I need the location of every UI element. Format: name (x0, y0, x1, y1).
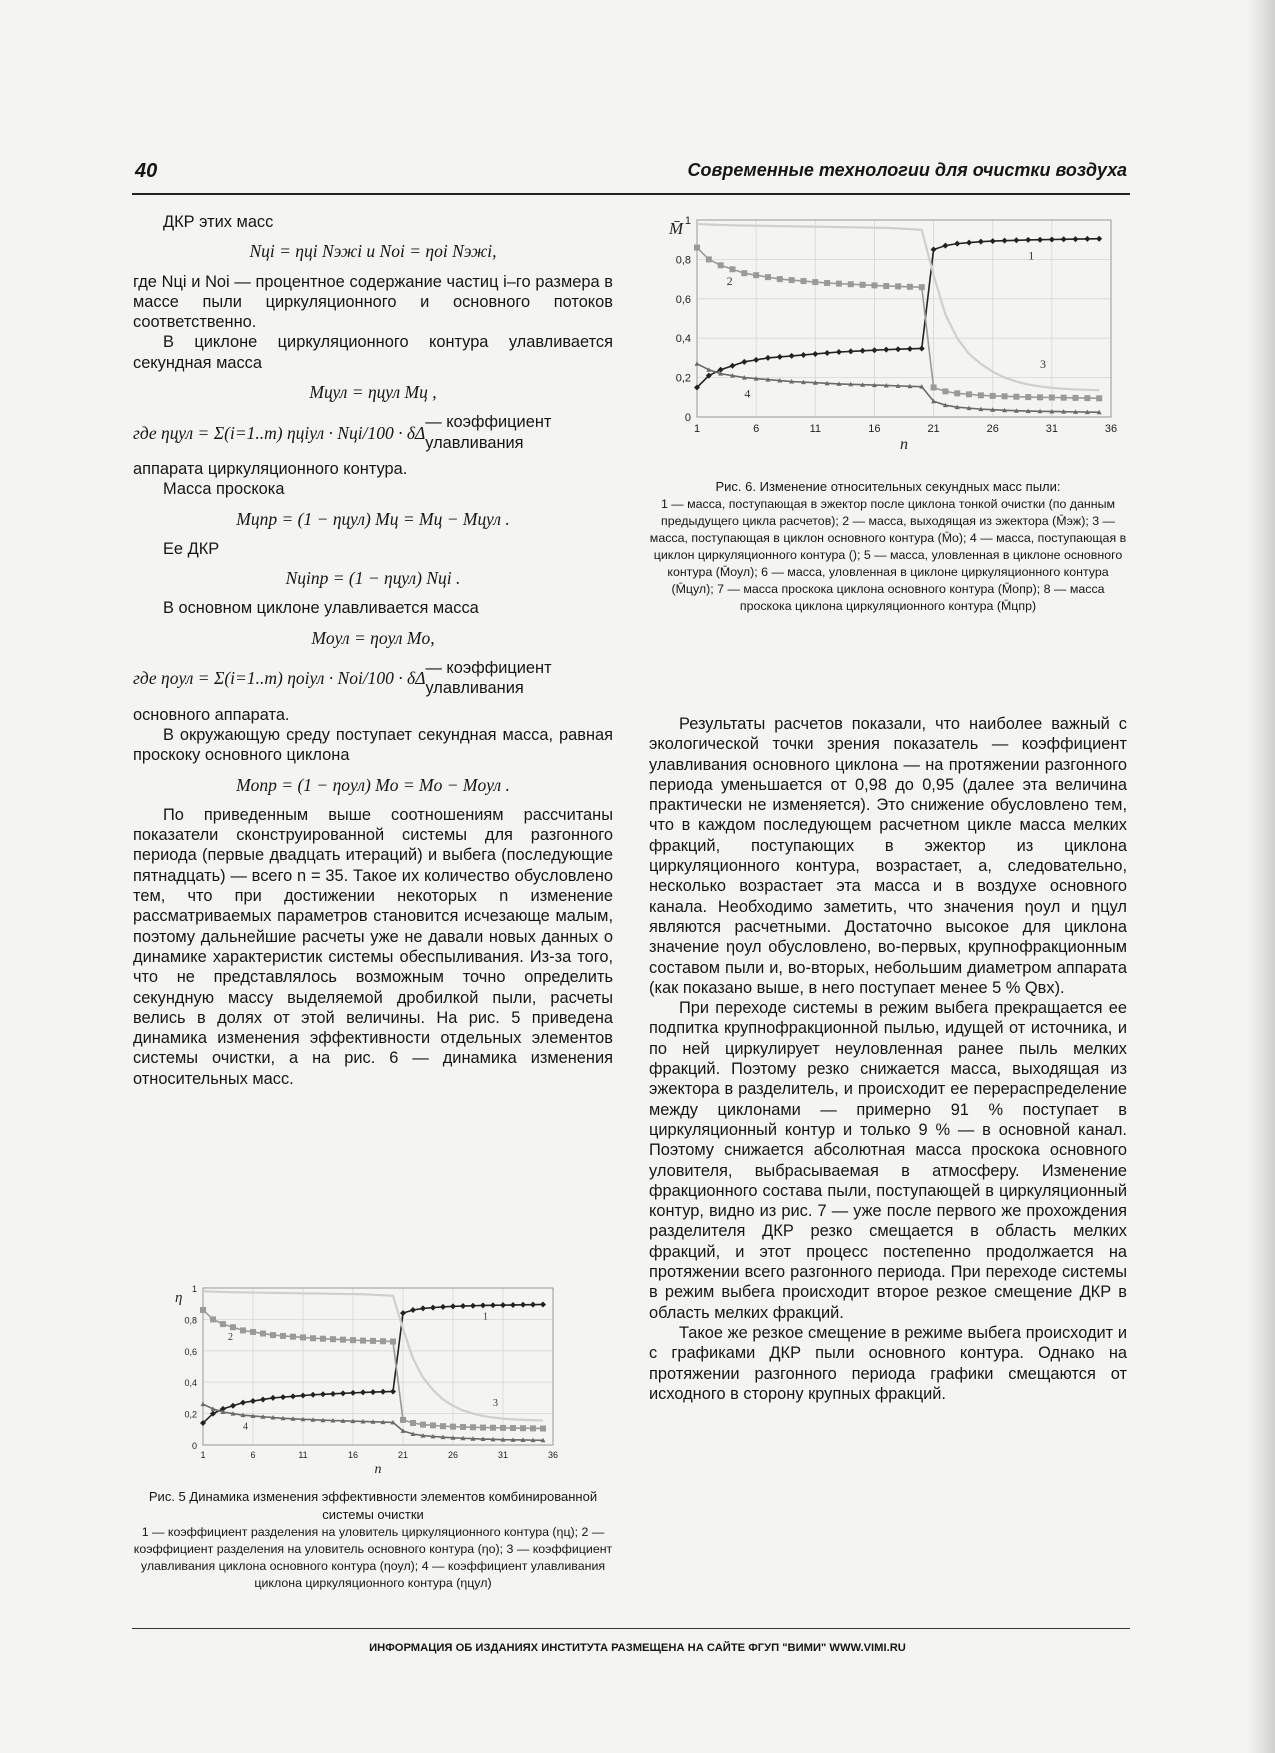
paragraph: Масса проскока (163, 480, 285, 499)
data-point (765, 355, 771, 361)
data-point (410, 1307, 416, 1313)
data-point (1049, 394, 1055, 400)
data-point (290, 1334, 296, 1340)
data-point (440, 1423, 446, 1429)
data-point (966, 240, 972, 246)
data-point (871, 347, 877, 353)
data-point (812, 351, 818, 357)
data-point (1073, 236, 1079, 242)
data-point (753, 272, 759, 278)
equation: Mцул = ηцул Mц , (309, 382, 437, 403)
equation-line (133, 412, 613, 453)
x-axis-label: n (900, 436, 908, 453)
data-point (741, 359, 747, 365)
data-point (430, 1422, 436, 1428)
data-point (812, 279, 818, 285)
data-point (390, 1339, 396, 1345)
data-point (978, 392, 984, 398)
data-point (800, 278, 806, 284)
fig5-caption: 1 — коэффициент разделения на уловитель циркуляционного контура (ηц); 2 — коэффициент разделения на уловитель основного контура (ηо); 3 — коэффициент улавливания циклона основного контура (ηоул); 4 — коэффициент улавливания циклона циркуляционного контура (ηцул) (133, 1525, 613, 1590)
data-point (694, 245, 700, 251)
footer-rule (132, 1628, 1130, 1629)
figure-6 (649, 212, 1127, 615)
equation: где ηцул = Σ(i=1..m) ηцiул · Nцi/100 · δΔ (133, 422, 426, 443)
data-point (848, 348, 854, 354)
data-point (200, 1307, 206, 1313)
data-point (390, 1388, 396, 1394)
data-point (1073, 395, 1079, 401)
data-point (718, 262, 724, 268)
data-point (480, 1302, 486, 1308)
data-point (540, 1301, 546, 1307)
data-point (954, 241, 960, 247)
data-point (320, 1336, 326, 1342)
data-point (520, 1425, 526, 1431)
data-point (300, 1334, 306, 1340)
data-point (380, 1338, 386, 1344)
y-tick-label: 0,8 (184, 1315, 197, 1326)
data-point (1025, 394, 1031, 400)
paragraph: ДКР этих масс (163, 213, 274, 231)
data-point (300, 1393, 306, 1399)
data-point (410, 1420, 416, 1426)
data-point (280, 1333, 286, 1339)
x-tick-label: 21 (927, 423, 940, 435)
x-tick-label: 16 (347, 1450, 359, 1460)
data-point (420, 1305, 426, 1311)
data-point (260, 1331, 266, 1337)
paragraph: По приведенным выше соотношениям рассчитаны показатели сконструированной системы для разгонного периода (первые двадцать итераций) и выбега (последующие пятнадцать) — всего n = 35. Такое их количество обусловлено тем, что при достижении некоторых n изменение рассматриваемых параметров становится исчезающе малым, поэтому дальнейшие расчеты уже не давали новых данных о динамике характеристик системы обеспыливания. Из-за того, что не представлялось возможным точно определить секундную массу выделяемой дробилкой пыли, расчеты велись в долях от этой величины. На рис. 5 приведена динамика изменения эффективности отдельных элементов системы очистки, а на рис. 6 — динамика изменения относительных масс. (133, 805, 613, 1088)
data-point (230, 1403, 236, 1409)
data-point (510, 1302, 516, 1308)
data-point (765, 274, 771, 280)
data-point (931, 247, 937, 253)
series-line-4 (697, 364, 1099, 412)
equation-text: — коэффициент улавливания (425, 659, 552, 698)
data-point (490, 1425, 496, 1431)
x-tick-label: 16 (868, 423, 881, 435)
data-point (789, 353, 795, 359)
paragraph: В окружающую среду поступает секундная масса, равная проскоку основного циклона (133, 725, 613, 765)
x-tick-label: 31 (1045, 423, 1058, 435)
data-point (931, 384, 937, 390)
data-point (777, 354, 783, 360)
paragraph: При переходе системы в режим выбега прекращается ее подпитка крупнофракционной пылью, идущей от источника, и по ней циркулирует неуловленная ранее пыль мелких фракций. Поэтому резко снижается масса, выходящая из эжектора в разделитель, и происходит ее перераспределение между циклонами — примерно 91 % поступает в циркуляционный контур и только 9 % — в основной канал. Поэтому снижается абсолютная масса проскока основного уловителя, выбрасываемая в атмосферу. Изменение фракционного состава пыли, поступающей в циркуляционный контур, видно из рис. 7 — уже после первого же прохождения разделителя ДКР резко смещается в область мелких фракций, и этот процесс постепенно продолжается на протяжении всего разгонного периода. При переходе системы в режим выбега происходит второе резкое смещение ДКР в область мелких фракций. (649, 999, 1127, 1322)
data-point (729, 363, 735, 369)
data-point (1002, 393, 1008, 399)
data-point (895, 283, 901, 289)
data-point (210, 1316, 216, 1322)
fig6-title: Рис. 6. Изменение относительных секундных масс пыли: (715, 479, 1061, 494)
y-tick-label: 0,2 (675, 372, 691, 385)
data-point (500, 1302, 506, 1308)
data-point (895, 346, 901, 352)
y-tick-label: 0,4 (675, 333, 691, 346)
y-axis-label: η (175, 1290, 183, 1306)
page-header (135, 160, 1127, 192)
data-point (330, 1336, 336, 1342)
data-point (836, 349, 842, 355)
data-point (907, 284, 913, 290)
data-point (310, 1335, 316, 1341)
series-line-1 (697, 239, 1099, 388)
data-point (1002, 238, 1008, 244)
y-tick-label: 1 (684, 215, 691, 227)
data-point (530, 1425, 536, 1431)
data-point (1084, 236, 1090, 242)
equation: где ηoул = Σ(i=1..m) ηoiул · Noi/100 · δΔ (133, 668, 426, 689)
x-tick-label: 11 (809, 423, 821, 435)
paragraph: Результаты расчетов показали, что наиболее важный с экологической точки зрения показатель — коэффициент улавливания основного циклона — на протяжении разгонного периода уменьшается от 0,98 до 0,95 (далее эта величина практически не изменяется). Это снижение обусловлено тем, что в каждом последующем расчетном цикле масса мелких фракций, поступающих в эжектор из циклона циркуляционного контура, возрастает, а, следовательно, несколько возрастает эта масса и в воздухе основного канала. Необходимо заметить, что значения ηoул и ηцул являются расчетными. Достаточно высокое для циклона значение ηoул обусловлено, во-первых, крупнофракционным составом пыли и, во-вторых, небольшим диаметром аппарата (как показано выше, в него поступает менее 5 % Qвх). (649, 715, 1127, 997)
equation: Moпр = (1 − ηoул) Mo = Mo − Moул . (236, 774, 510, 795)
data-point (919, 284, 925, 290)
data-point (753, 357, 759, 363)
page-number: 40 (135, 160, 158, 182)
x-tick-label: 1 (693, 423, 701, 435)
x-axis-label: n (374, 1462, 382, 1477)
series-label: 3 (493, 1397, 498, 1409)
data-point (520, 1302, 526, 1308)
data-point (450, 1303, 456, 1309)
data-point (990, 393, 996, 399)
paragraph: основного аппарата. (133, 705, 290, 724)
data-point (250, 1398, 256, 1404)
data-point (1061, 395, 1067, 401)
series-line-2 (697, 248, 1099, 399)
data-point (240, 1327, 246, 1333)
y-tick-label: 0 (684, 412, 691, 424)
paragraph: В основном циклоне улавливается масса (163, 599, 479, 618)
data-point (990, 238, 996, 244)
series-label: 3 (1040, 356, 1047, 371)
data-point (360, 1338, 366, 1344)
data-point (695, 361, 700, 366)
x-tick-label: 6 (250, 1450, 256, 1460)
fig5-chart (133, 1280, 613, 1480)
paragraph: аппарата циркуляционного контура. (133, 459, 408, 478)
data-point (220, 1321, 226, 1327)
y-tick-label: 0 (191, 1441, 197, 1451)
x-tick-label: 6 (753, 423, 760, 435)
data-point (836, 281, 842, 287)
data-point (860, 282, 866, 288)
equation: Nцi = ηцi Nэжi и Noi = ηoi Nэжi, (249, 241, 497, 262)
data-point (1061, 236, 1067, 242)
data-point (201, 1402, 206, 1407)
data-point (530, 1302, 536, 1308)
data-point (270, 1332, 276, 1338)
page-edge-shadow (1247, 0, 1275, 1753)
data-point (789, 277, 795, 283)
data-point (800, 352, 806, 358)
data-point (510, 1425, 516, 1431)
data-point (330, 1391, 336, 1397)
data-point (460, 1303, 466, 1309)
data-point (1037, 394, 1043, 400)
data-point (460, 1424, 466, 1430)
data-point (954, 390, 960, 396)
data-point (340, 1337, 346, 1343)
series-label: 1 (1028, 248, 1035, 263)
data-point (824, 280, 830, 286)
x-tick-label: 1 (200, 1450, 206, 1460)
data-point (860, 348, 866, 354)
series-line-1 (203, 1304, 543, 1423)
y-tick-label: 0,6 (184, 1346, 197, 1357)
data-point (470, 1303, 476, 1309)
left-column (133, 212, 613, 1089)
series-line-3 (697, 224, 1099, 390)
equation-line (133, 658, 613, 699)
series-label: 2 (228, 1331, 233, 1343)
equation-text: — коэффициент улавливания (425, 413, 552, 452)
equation: Nцiпр = (1 − ηцул) Nцi . (285, 568, 461, 589)
data-point (280, 1394, 286, 1400)
paragraph: где Nцi и Noi — процентное содержание частиц i–го размера в массе пыли циркуляционного и основного потоков соответственно. (133, 272, 613, 332)
data-point (240, 1400, 246, 1406)
fig5-title: Рис. 5 Динамика изменения эффективности элементов комбинированной системы очистки (148, 1489, 598, 1522)
data-point (824, 350, 830, 356)
data-point (480, 1425, 486, 1431)
data-point (360, 1389, 366, 1395)
data-point (350, 1337, 356, 1343)
footer: ИНФОРМАЦИЯ ОБ ИЗДАНИЯХ ИНСТИТУТА РАЗМЕЩЕНА НА САЙТЕ ФГУП "ВИМИ" WWW.VIMI.RU (369, 1642, 906, 1654)
equation: Mцпр = (1 − ηцул) Mц = Mц − Mцул . (236, 508, 510, 529)
figure-5 (133, 1280, 613, 1592)
data-point (1049, 237, 1055, 243)
data-point (919, 345, 925, 351)
x-tick-label: 36 (1104, 423, 1118, 435)
data-point (230, 1324, 236, 1330)
data-point (1013, 394, 1019, 400)
x-tick-label: 36 (547, 1450, 559, 1460)
data-point (871, 282, 877, 288)
equation: Moул = ηoул Mo, (311, 627, 435, 648)
series-label: 4 (744, 386, 751, 401)
paragraph: Такое же резкое смещение в режиме выбега происходит и с графиками ДКР пыли основного контура. Однако на протяжении разгонного периода графики смещаются от исходного в сторону крупных фракций. (649, 1323, 1127, 1403)
right-column (649, 714, 1127, 1404)
series-line-2 (203, 1310, 543, 1429)
data-point (350, 1390, 356, 1396)
paragraph: В циклоне циркуляционного контура улавливается секундная масса (133, 333, 613, 372)
data-point (741, 270, 747, 276)
y-tick-label: 0,8 (675, 254, 691, 267)
data-point (729, 266, 735, 272)
y-tick-label: 0,6 (675, 293, 691, 306)
data-point (706, 256, 712, 262)
x-tick-label: 26 (986, 423, 999, 435)
data-point (370, 1389, 376, 1395)
paragraph: Ее ДКР (163, 539, 220, 558)
data-point (470, 1424, 476, 1430)
data-point (777, 276, 783, 282)
data-point (320, 1391, 326, 1397)
data-point (420, 1422, 426, 1428)
x-tick-label: 21 (397, 1450, 409, 1460)
data-point (490, 1302, 496, 1308)
data-point (1084, 395, 1090, 401)
fig6-chart (649, 212, 1127, 470)
data-point (1013, 237, 1019, 243)
series-label: 2 (726, 274, 733, 289)
data-point (500, 1425, 506, 1431)
x-tick-label: 11 (298, 1450, 308, 1460)
y-axis-label: M̄ (669, 219, 684, 238)
data-point (942, 243, 948, 249)
y-tick-label: 1 (191, 1284, 197, 1294)
data-point (440, 1304, 446, 1310)
y-tick-label: 0,4 (184, 1378, 197, 1389)
data-point (1096, 395, 1102, 401)
data-point (250, 1329, 256, 1335)
data-point (260, 1396, 266, 1402)
y-tick-label: 0,2 (184, 1409, 197, 1420)
data-point (370, 1338, 376, 1344)
series-label: 4 (243, 1421, 248, 1433)
series-label: 1 (483, 1311, 488, 1323)
data-point (848, 281, 854, 287)
data-point (907, 346, 913, 352)
data-point (450, 1424, 456, 1430)
x-tick-label: 31 (497, 1450, 509, 1460)
data-point (340, 1390, 346, 1396)
data-point (380, 1389, 386, 1395)
journal-title: Современные технологии для очистки воздуха (687, 160, 1127, 180)
data-point (978, 239, 984, 245)
x-tick-label: 26 (447, 1450, 459, 1460)
fig6-caption: 1 — масса, поступающая в эжектор после циклона тонкой очистки (по данным предыдущего цикла расчетов); 2 — масса, выходящая из эжектора (M̄эж); 3 — масса, поступающая в циклон основного контура (M̄о); 4 — масса, поступающая в циклон циркуляционного контура (); 5 — масса, уловленная в циклоне основного контура (M̄оул); 6 — масса, уловленная в циклоне циркуляционного контура (M̄цул); 7 — масса проскока циклона основного контура (M̄опр); 8 — масса проскока циклона циркуляционного контура (M̄цпр) (649, 497, 1127, 613)
data-point (1096, 236, 1102, 242)
data-point (883, 283, 889, 289)
data-point (883, 347, 889, 353)
header-rule (132, 193, 1130, 195)
data-point (400, 1417, 406, 1423)
data-point (290, 1393, 296, 1399)
data-point (1037, 237, 1043, 243)
data-point (400, 1310, 406, 1316)
data-point (270, 1395, 276, 1401)
data-point (430, 1305, 436, 1311)
data-point (540, 1426, 546, 1432)
data-point (310, 1392, 316, 1398)
data-point (966, 391, 972, 397)
data-point (1025, 237, 1031, 243)
data-point (942, 388, 948, 394)
